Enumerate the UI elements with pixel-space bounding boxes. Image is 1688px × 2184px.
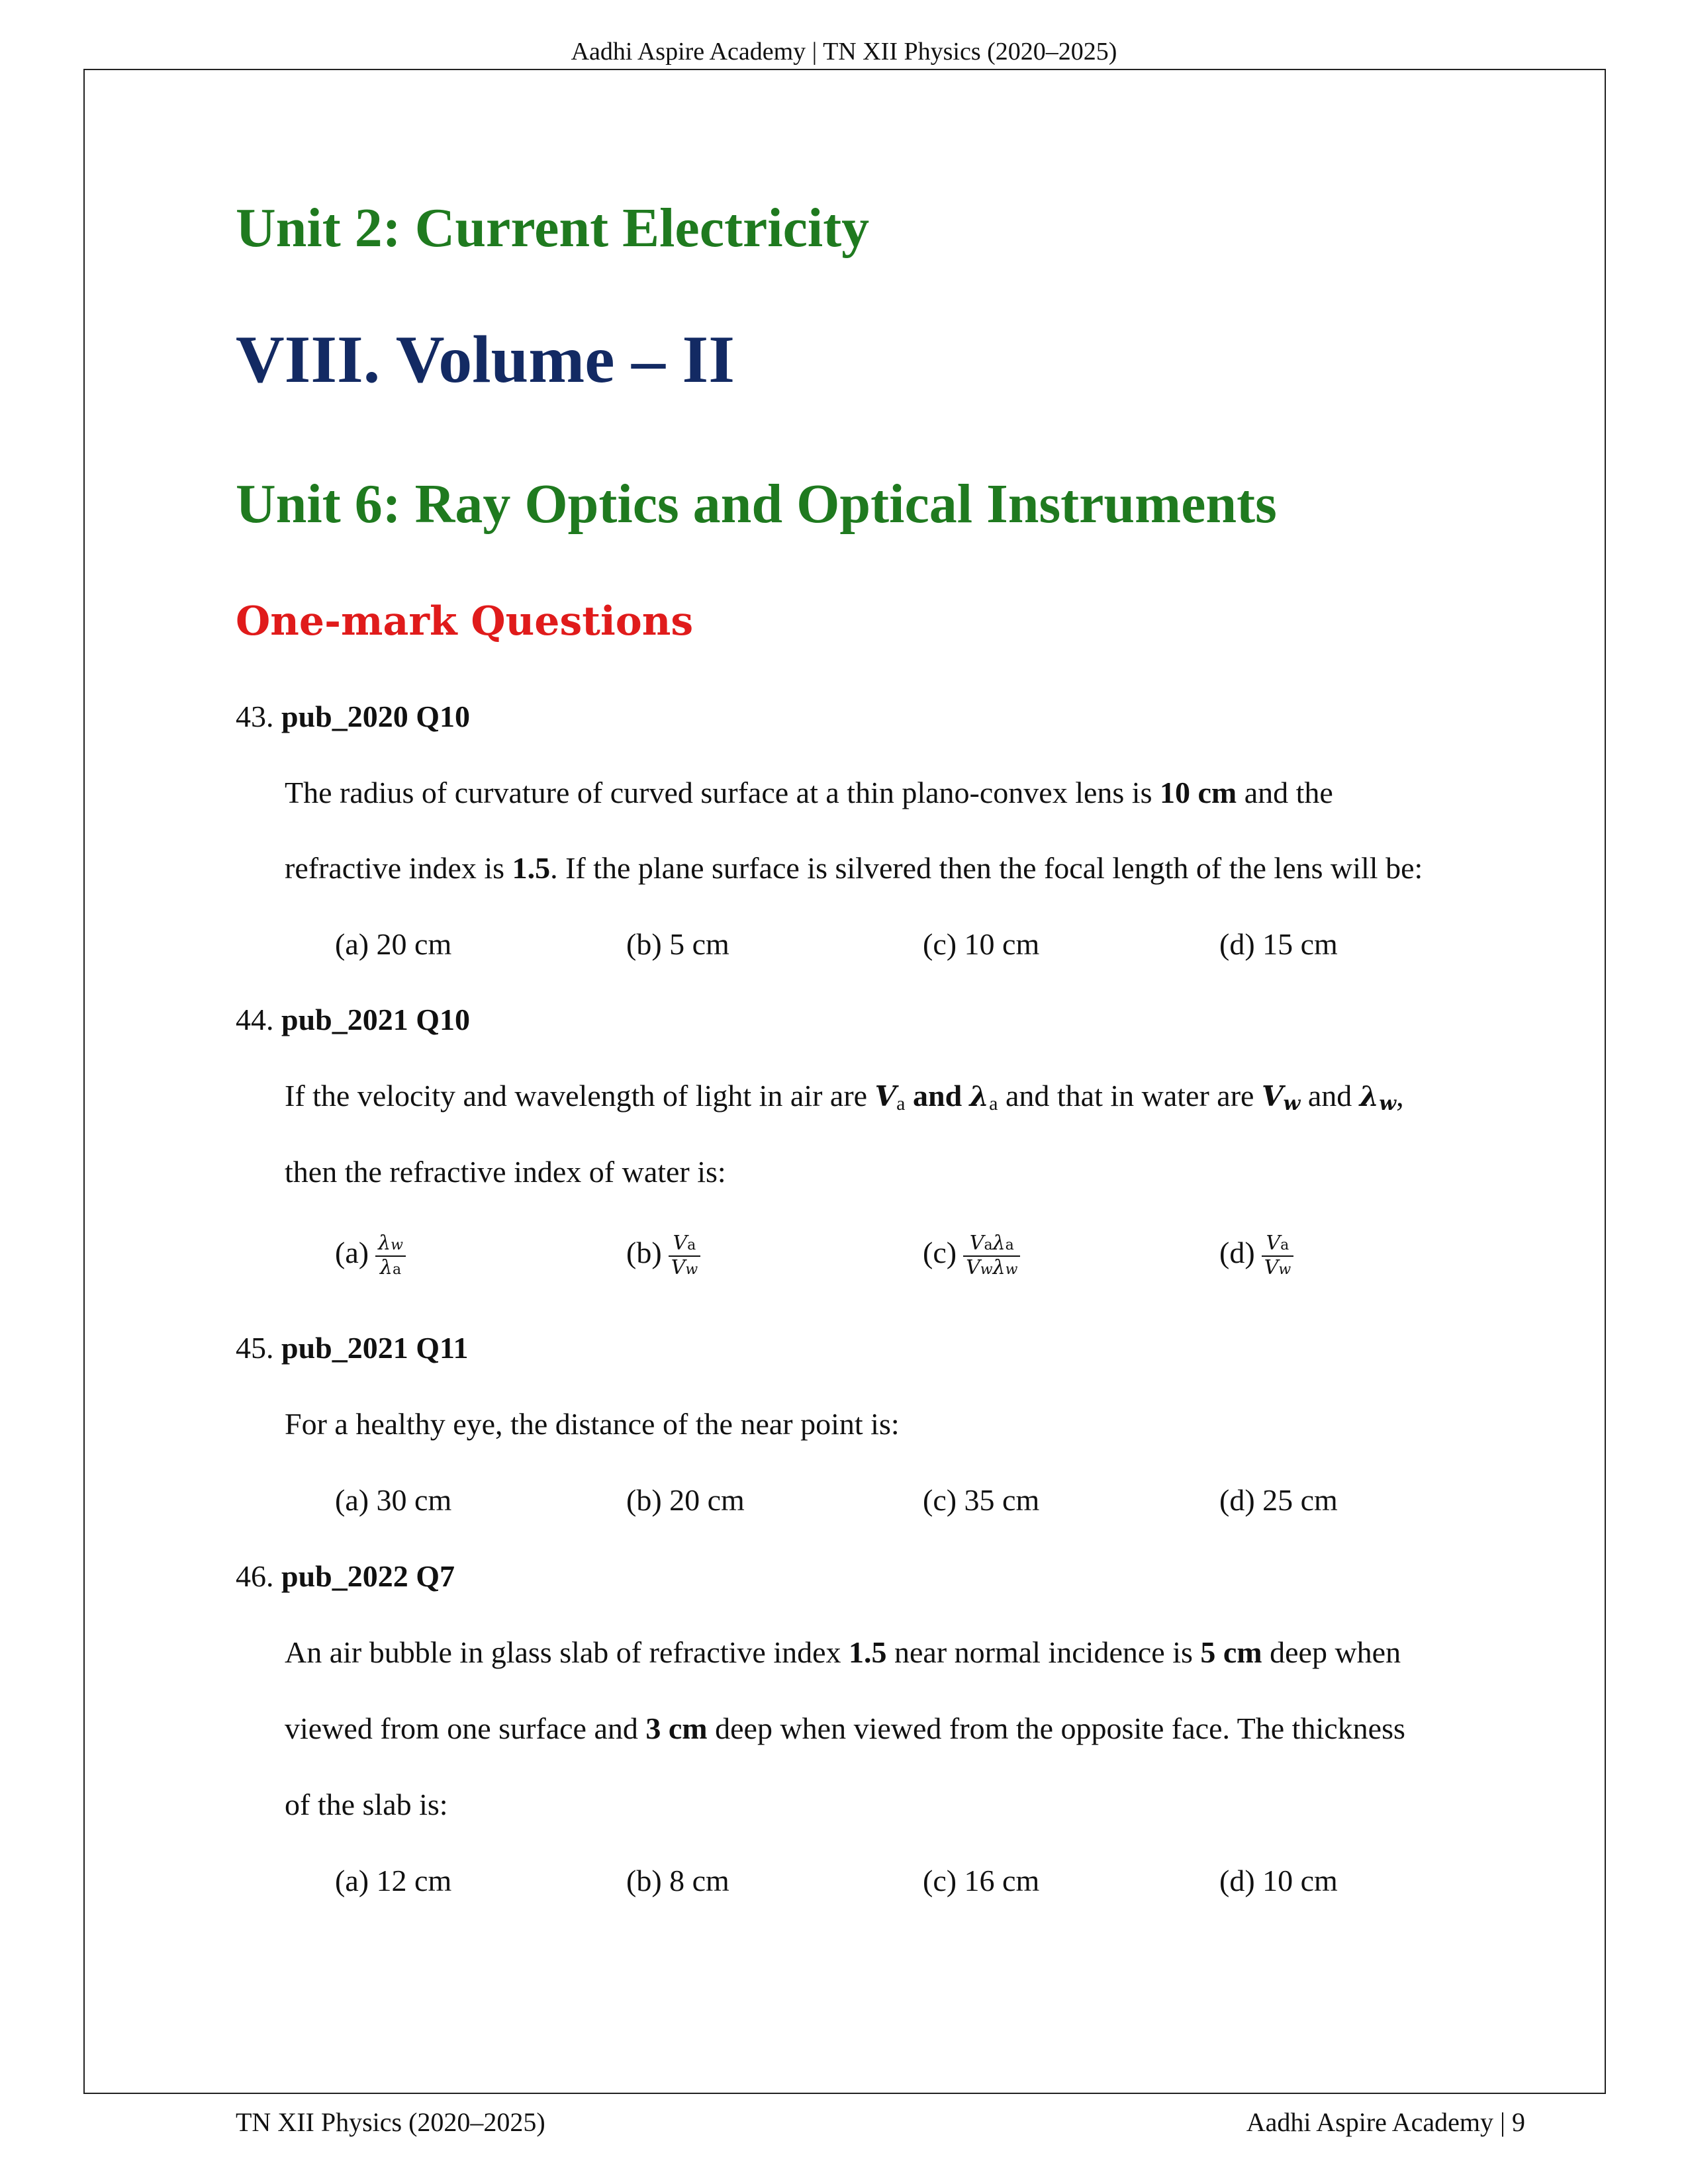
footer-right: Aadhi Aspire Academy | 9 [1246, 2107, 1525, 2137]
bold-value: 3 cm [645, 1711, 708, 1745]
text: . If the plane surface is silvered then the focal length of the lens will be: [550, 851, 1423, 885]
question-44-line-1 [285, 1078, 1404, 1115]
question-45-line-1: For a healthy eye, the distance of the near point is: [285, 1407, 900, 1441]
fraction-lambda-w-over-lambda-a: $\frac{\lambda w}{\lambda a}$ [375, 1232, 406, 1279]
question-45-label [236, 1330, 469, 1365]
math-lambda-water: λw [1359, 1080, 1397, 1115]
volume-title: VIII. Volume – II [236, 322, 735, 397]
question-number: 46. [236, 1559, 274, 1593]
text: and the [1237, 776, 1333, 809]
text: An air bubble in glass slab of refractive index [285, 1635, 849, 1669]
text: near normal incidence is [886, 1635, 1201, 1669]
option-d: (d) 25 cm [1219, 1483, 1338, 1517]
bold-value: 1.5 [849, 1635, 887, 1669]
option-d: (d) $\frac{Va}{Vw}$ [1219, 1232, 1293, 1279]
page-header: Aadhi Aspire Academy | TN XII Physics (2020–2025) [571, 38, 1117, 66]
bold-value: 10 cm [1159, 776, 1237, 809]
bold-value: 1.5 [512, 851, 551, 885]
question-44-line-2: then the refractive index of water is: [285, 1155, 726, 1189]
option-d: (d) 10 cm [1219, 1864, 1338, 1897]
option-c: (c) 10 cm [923, 927, 1040, 961]
option-b: (b) $\frac{Va}{Vw}$ [626, 1232, 700, 1279]
text: deep when viewed from the opposite face. The thickness [707, 1711, 1405, 1745]
fraction-va-lambda-a-over-vw-lambda-w: $\frac{\text{Vaλa}}{\text{Vwλw}}$ [963, 1232, 1020, 1279]
question-tag: pub_2020 Q10 [281, 700, 471, 733]
question-46-line-3: of the slab is: [285, 1788, 448, 1821]
option-b: (b) 5 cm [626, 927, 729, 961]
fraction-v-a-over-v-w: $\frac{Va}{Vw}$ [1262, 1232, 1294, 1279]
section-title: One-mark Questions [236, 598, 694, 645]
footer-left: TN XII Physics (2020–2025) [236, 2107, 545, 2137]
option-c: (c) $\frac{\text{Vaλa}}{\text{Vwλw}}$ [923, 1232, 1020, 1279]
math-v-air: $V_a$ [874, 1080, 906, 1115]
text: viewed from one surface and [285, 1711, 646, 1745]
question-46-line-2 [285, 1711, 1405, 1746]
question-tag: pub_2021 Q10 [281, 1003, 471, 1036]
text: deep when [1262, 1635, 1401, 1669]
option-c: (c) 35 cm [923, 1483, 1040, 1517]
option-a: (a) 12 cm [335, 1864, 452, 1897]
option-a: (a) 30 cm [335, 1483, 452, 1517]
option-d: (d) 15 cm [1219, 927, 1338, 961]
unit2-title: Unit 2: Current Electricity [236, 197, 870, 259]
question-number: 44. [236, 1003, 274, 1036]
question-tag: pub_2021 Q11 [281, 1331, 469, 1365]
bold-and: and [905, 1079, 970, 1113]
option-a: (a) 20 cm [335, 927, 452, 961]
question-46-label [236, 1559, 455, 1594]
text: and [1300, 1079, 1360, 1113]
math-lambda-air: $\lambda_a$ [969, 1080, 998, 1115]
text: , [1396, 1079, 1404, 1113]
text: refractive index is [285, 851, 512, 885]
question-43-line-1 [285, 775, 1333, 810]
question-number: 45. [236, 1331, 274, 1365]
question-46-line-1 [285, 1635, 1401, 1670]
option-b: (b) 8 cm [626, 1864, 729, 1897]
fraction-v-a-over-v-w: $\frac{Va}{Vw}$ [669, 1232, 701, 1279]
text: If the velocity and wavelength of light in air are [285, 1079, 875, 1113]
option-c: (c) 16 cm [923, 1864, 1040, 1897]
question-tag: pub_2022 Q7 [281, 1559, 455, 1593]
question-43-label [236, 699, 470, 734]
bold-value: 5 cm [1200, 1635, 1262, 1669]
option-a: (a) $\frac{\lambda w}{\lambda a}$ [335, 1232, 406, 1279]
question-43-line-2 [285, 850, 1423, 886]
option-b: (b) 20 cm [626, 1483, 745, 1517]
text: and that in water are [998, 1079, 1262, 1113]
unit6-title: Unit 6: Ray Optics and Optical Instruments [236, 473, 1277, 535]
question-number: 43. [236, 700, 274, 733]
math-v-water: Vw [1261, 1080, 1301, 1115]
text: The radius of curvature of curved surface at a thin plano-convex lens is [285, 776, 1160, 809]
question-44-label [236, 1002, 470, 1037]
